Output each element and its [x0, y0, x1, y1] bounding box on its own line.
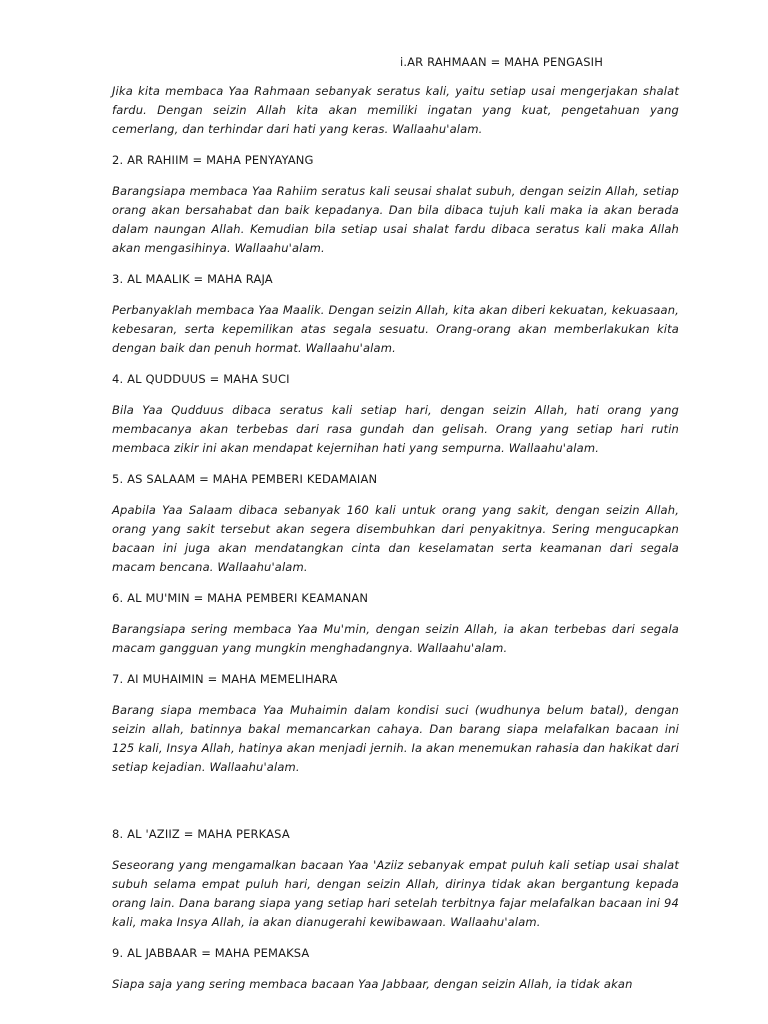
heading-as-salaam: 5. AS SALAAM = MAHA PEMBERI KEDAMAIAN	[112, 472, 378, 486]
heading-al-muhaimin: 7. AI MUHAIMIN = MAHA MEMELIHARA	[112, 672, 338, 686]
heading-al-jabbaar: 9. AL JABBAAR = MAHA PEMAKSA	[112, 946, 310, 960]
paragraph-ar-rahmaan: Jika kita membaca Yaa Rahmaan sebanyak seratus kali, yaitu setiap usai mengerjakan shalat fardu. Dengan seizin Allah kita akan memiliki ingatan yang kuat, pengetahuan yang cemerlang, dan terhindar dari hati yang keras. Wallaahu'alam.	[112, 84, 679, 136]
heading-al-maalik: 3. AL MAALIK = MAHA RAJA	[112, 272, 273, 286]
paragraph-as-salaam: Apabila Yaa Salaam dibaca sebanyak 160 kali untuk orang yang sakit, dengan seizin Allah, orang yang sakit tersebut akan segera disembuhkan dari penyakitnya. Sering mengucapkan bacaan ini juga akan mendatangkan cinta dan keselamatan serta keamanan dari segala macam bencana. Wallaahu'alam.	[112, 503, 679, 574]
paragraph-al-qudduus: Bila Yaa Qudduus dibaca seratus kali setiap hari, dengan seizin Allah, hati orang yang membacanya akan terbebas dari rasa gundah dan gelisah. Orang yang setiap hari rutin membaca zikir ini akan mendapat kejernihan hati yang sempurna. Wallaahu'alam.	[112, 403, 679, 455]
document-title: i.AR RAHMAAN = MAHA PENGASIH	[399, 55, 603, 69]
paragraph-al-muhaimin: Barang siapa membaca Yaa Muhaimin dalam kondisi suci (wudhunya belum batal), dengan seizin allah, batinnya bakal memancarkan cahaya. Dan barang siapa melafalkan bacaan ini 125 kali, Insya Allah, hatinya akan menjadi jernih. Ia akan menemukan rahasia dan hakikat dari setiap kejadian. Wallaahu'alam.	[112, 703, 679, 774]
heading-ar-rahiim: 2. AR RAHIIM = MAHA PENYAYANG	[112, 153, 314, 167]
paragraph-al-aziiz: Seseorang yang mengamalkan bacaan Yaa 'Aziiz sebanyak empat puluh kali setiap usai shalat subuh selama empat puluh hari, dengan seizin Allah, dirinya tidak akan bergantung kepada orang lain. Dana barang siapa yang setiap hari setelah terbitnya fajar melafalkan bacaan ini 94 kali, maka Insya Allah, ia akan dianugerahi kewibawaan. Wallaahu'alam.	[112, 858, 679, 929]
paragraph-al-jabbaar: Siapa saja yang sering membaca bacaan Yaa Jabbaar, dengan seizin Allah, ia tidak akan	[112, 977, 633, 991]
blank-gap	[112, 789, 679, 825]
paragraph-ar-rahiim: Barangsiapa membaca Yaa Rahiim seratus kali seusai shalat subuh, dengan seizin Allah, setiap orang akan bersahabat dan baik kepadanya. Dan bila dibaca tujuh kali maka ia akan berada dalam naungan Allah. Kemudian bila setiap usai shalat fardu dibaca seratus kali maka Allah akan mengasihinya. Wallaahu'alam.	[112, 184, 679, 255]
paragraph-al-mumin: Barangsiapa sering membaca Yaa Mu'min, dengan seizin Allah, ia akan terbebas dari segala macam gangguan yang mungkin menghadangnya. Wallaahu'alam.	[112, 622, 679, 655]
heading-al-mumin: 6. AL MU'MIN = MAHA PEMBERI KEAMANAN	[112, 591, 369, 605]
paragraph-al-maalik: Perbanyaklah membaca Yaa Maalik. Dengan seizin Allah, kita akan diberi kekuatan, kekuasaan, kebesaran, serta kepemilikan atas segala sesuatu. Orang-orang akan memberlakukan kita dengan baik dan penuh hormat. Wallaahu'alam.	[112, 303, 679, 355]
heading-al-aziiz: 8. AL 'AZIIZ = MAHA PERKASA	[112, 827, 290, 841]
heading-al-qudduus: 4. AL QUDDUUS = MAHA SUCI	[112, 372, 290, 386]
